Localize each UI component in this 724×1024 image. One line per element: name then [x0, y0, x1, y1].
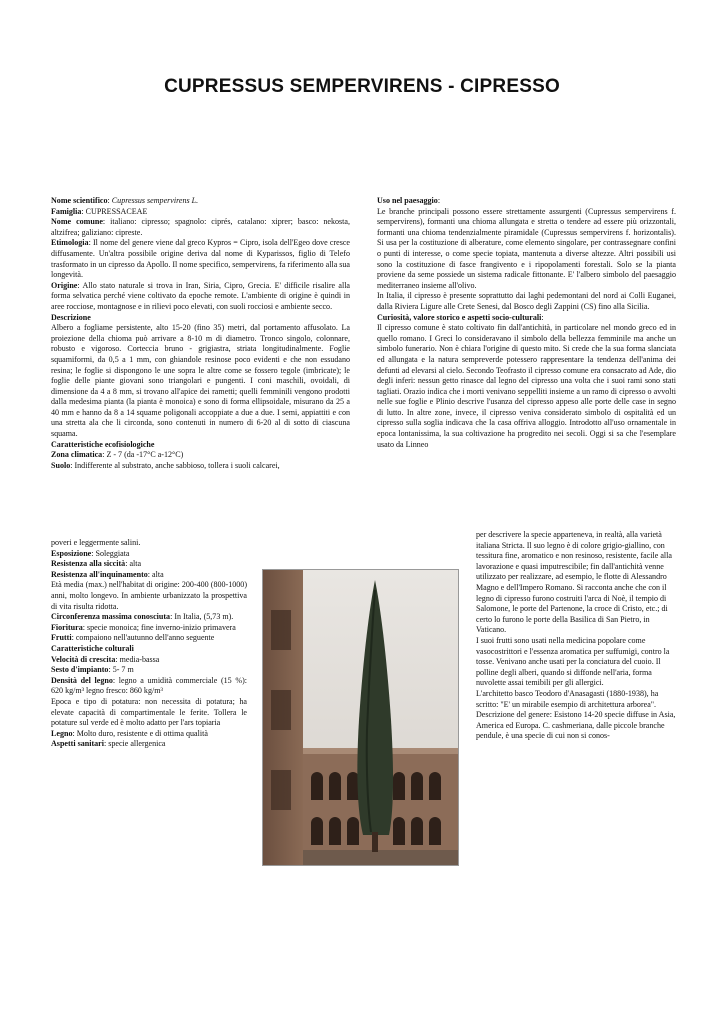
paragraph: [377, 313, 676, 324]
left-column-bottom: [51, 538, 247, 750]
field-text: media-bassa: [119, 654, 160, 664]
field-text: Età media (max.) nell'habitat di origine: 200-400 (800-1000) anni, molto longevo. In ambiente urbanizzato la prospettiva di vita risulta ridotta.: [51, 580, 247, 611]
field-separator: :: [91, 548, 96, 558]
paragraph: [51, 559, 247, 570]
field-separator: :: [70, 460, 75, 470]
field-text: Z - 7 (da -17°C a-12°C): [106, 450, 184, 460]
paragraph: [51, 623, 247, 634]
paragraph: [377, 207, 676, 292]
paragraph: [51, 207, 350, 218]
field-text: Cupressus sempervirens L.: [111, 196, 199, 205]
paragraph: [51, 217, 350, 238]
paragraph: [51, 655, 247, 666]
field-label: Circonferenza massima conosciuta: [51, 612, 171, 622]
field-label: Famiglia: [51, 206, 82, 216]
paragraph: [51, 538, 247, 549]
paragraph: [51, 323, 350, 440]
field-separator: :: [108, 665, 113, 675]
field-label: Suolo: [51, 460, 71, 470]
field-label: Nome comune: [51, 217, 103, 227]
paragraph: [51, 281, 350, 313]
field-text: Le branche principali possono essere strettamente assurgenti (Cupressus sempervirens f. sempervirens), formanti una chioma allungata e stretta o tendere ad essere più orizzontali, formanti una chioma tendenzialmente piramidale (Cupressus sempervirens f. horizontalis). Si usa per la costituzione di alberature, come elemento singolare, per contrassegnare confini o punti di interesse, o come specie topiata, mantenuta a diverse altezze. Altri possibili usi sono la costituzione di fasce frangivento e i ripopolamenti forestali. Solo se la pianta proviene da seme possiede un sistema radicale fittonante. E' l'albero simbolo del paesaggio mediterraneo insieme all'olivo.: [377, 206, 676, 290]
field-label: Curiosità, valore storico e aspetti socio-culturali: [377, 312, 542, 322]
field-separator: :: [71, 633, 76, 643]
field-label: Fioritura: [51, 622, 83, 632]
paragraph: [377, 196, 676, 207]
paragraph: [51, 729, 247, 740]
field-text: italiano: cipresso; spagnolo: ciprés, catalano: xiprer; basco: nekosta, altzifrea; galiziano: cipreste.: [51, 217, 350, 237]
field-label: Frutti: [51, 633, 72, 643]
paragraph: [51, 450, 350, 461]
field-text: 5- 7 m: [112, 665, 134, 675]
right-column-bottom: [476, 530, 676, 742]
field-text: Il nome del genere viene dal greco Kypros = Cipro, isola dell'Egeo dove cresce diffusamente. Un'altra possibile origine deriva dal nome di Kyparissos, figlio di Telefo trasformato in un cipresso da Apollo. Il nome specifico, sempervirens, fa riferimento alla sua longevità.: [51, 238, 351, 280]
field-label: Descrizione: [51, 312, 91, 322]
field-label: Resistenza alla siccità: [51, 559, 126, 569]
field-text: legno a umidità commerciale (15 %): 620 kg/m³ legno fresco: 860 kg/m³: [51, 675, 247, 696]
field-separator: :: [82, 622, 87, 632]
paragraph: [476, 530, 676, 636]
field-text: Albero a fogliame persistente, alto 15-20 (fino 35) metri, dal portamento affusolato. La proiezione della chioma può arrivare a 8-10 m di diametro. Tronco singolo, colonnare, robusto e vigoroso. Corteccia bruno - grigiastra, striata longitudinalmente. Foglie squamiformi, da 0,5 a 1 mm, con ghiandole resinose poco evidenti e che non essudano resina; le foglie si dispongono le une sopra le altre come se fossero tegole (imbricate); le foglie delle piante giovani sono triangolari e pungenti. I coni maschili, ovoidali, di dimensione da 4 a 8 mm, si trovano all'apice dei rametti; quelli femminili vengono prodotti dalla medesima pianta (la pianta è monoica) e sono di forma ellipsoidale, misurano da 25 a 40 mm e hanno da 8 a 14 squame poligonali accoppiate a due a due. I semi, appiattiti e con una stretta ala che li circonda, sono contenuti in numero di 6-20 al di sotto di ciascuna squama.: [51, 323, 350, 439]
field-text: specie monoica; fine inverno-inizio primavera: [86, 622, 236, 632]
field-label: Velocità di crescita: [51, 654, 116, 664]
field-text: Molto duro, resistente e di ottima qualità: [76, 728, 208, 738]
field-separator: :: [112, 675, 119, 685]
paragraph: [377, 323, 676, 450]
paragraph: [51, 570, 247, 581]
cloister-cypress-image: [263, 570, 458, 865]
right-column-top: [377, 196, 676, 450]
field-text: specie allergenica: [108, 739, 166, 749]
paragraph: [51, 461, 350, 472]
paragraph: [51, 739, 247, 750]
field-label: Aspetti sanitari: [51, 739, 104, 749]
field-separator: :: [88, 238, 93, 248]
field-text: In Italia, (5,73 m).: [174, 612, 234, 622]
paragraph: [51, 313, 350, 324]
page-title: CUPRESSUS SEMPERVIRENS - CIPRESSO: [164, 76, 560, 97]
paragraph: [476, 636, 676, 689]
field-separator: :: [437, 196, 441, 205]
field-separator: :: [147, 569, 153, 579]
field-separator: :: [77, 280, 83, 290]
field-separator: :: [541, 312, 544, 322]
left-column-top: [51, 196, 350, 471]
field-label: Nome scientifico: [51, 196, 108, 205]
paragraph: [51, 580, 247, 612]
field-label: Zona climatica: [51, 450, 103, 460]
paragraph: [51, 549, 247, 560]
field-label: Caratteristiche colturali: [51, 643, 134, 653]
field-separator: :: [102, 450, 107, 460]
field-label: Etimologia: [51, 238, 89, 248]
field-text: In Italia, il cipresso è presente soprattutto dai laghi pedemontani del nord ai Colli Euganei, dalla Riviera Ligure alle Crete Senesi, dal Bosco degli Zappini (CS) fino alla Sicilia.: [377, 291, 676, 311]
field-separator: :: [107, 196, 112, 205]
paragraph: [51, 440, 350, 451]
paragraph: [51, 676, 247, 697]
field-separator: :: [72, 728, 77, 738]
field-text: Allo stato naturale si trova in Iran, Siria, Cipro, Grecia. E' difficile risalire alla forma selvatica perché viene coltivato da epoche remote. L'ambiente di origine è quindi in aree rocciose, montagnose e in rilievi poco elevati, con suoli rocciosi e ambiente secco.: [51, 280, 351, 311]
field-text: Epoca e tipo di potatura: non necessita di potatura; ha elevate capacità di compartimentale le ferite. Tollera le potature sul verde ed è molto adatto per l'ars topiaria: [51, 696, 247, 728]
field-separator: :: [81, 206, 86, 216]
paragraph: [51, 665, 247, 676]
paragraph: [51, 644, 247, 655]
field-text: alta: [152, 569, 164, 579]
field-separator: :: [103, 739, 109, 749]
field-text: per descrivere la specie apparteneva, in realtà, alla varietà italiana Stricta. Il suo legno è di colore grigio-giallino, con tessitura fine, aromatico e non resinoso, resistente, facile alla lavorazione e quasi imputrescibile; fin dall'antichità venne utilizzato per realizzare, ad esempio, le flotte di Alessandro Magno e dell'Impero Romano. Si racconta anche che con il legno di cipresso furono costruiti l'arca di Noè, il tempio di Salomone, le porte del Partenone, la croce di Cristo, etc.; di certo lo furono le porte della Basilica di San Pietro, in Vaticano.: [476, 530, 672, 635]
field-text: I suoi frutti sono usati nella medicina popolare come vasocostrittori e l'essenza aromatica per suffumigi, contro la tosse. Venivano anche usati per la conciatura del cuoio. Il polline degli alberi, quando si diffonde nell'aria, forma nuvolette assai temibili per gli allergici.: [476, 635, 670, 688]
cypress-photo: [262, 569, 459, 866]
paragraph: [476, 689, 676, 742]
field-text: alta: [129, 559, 142, 569]
paragraph: [51, 697, 247, 729]
paragraph: [51, 633, 247, 644]
field-label: Esposizione: [51, 548, 92, 558]
field-text: Soleggiata: [95, 548, 130, 558]
field-label: Resistenza all'inquinamento: [51, 569, 148, 579]
field-label: Caratteristiche ecofisiologiche: [51, 439, 155, 449]
field-separator: :: [115, 654, 120, 664]
field-label: Densità del legno: [51, 675, 113, 685]
paragraph: [51, 612, 247, 623]
paragraph: [51, 238, 350, 280]
field-text: compaiono nell'autunno dell'anno seguente: [75, 633, 215, 643]
field-text: Indifferente al substrato, anche sabbioso, tollera i suoli calcarei,: [74, 460, 280, 470]
field-text: L'architetto basco Teodoro d'Anasagasti (1880-1938), ha scritto: "E' un mirabile esempio di architettura arborea". Descrizione del genere: Esistono 14-20 specie diffuse in Asia, America ed Europa. C. cashmeriana, dalle piccole branche pendule, è una specie di cui non si conos-: [476, 688, 676, 741]
field-separator: :: [125, 559, 130, 569]
field-label: Uso nel paesaggio: [377, 196, 438, 205]
field-separator: :: [170, 612, 175, 622]
field-text: Il cipresso comune è stato coltivato fin dall'antichità, in particolare nel mondo greco ed in quello romano. I Greci lo consideravano il simbolo della bellezza femminile ma anche un simbolo funerario. Non è chiara l'origine di questo mito. Si crede che la sua forma slanciata ed allungata e la natura sempreverde potessero rappresentare la tendenza dell'anima dei defunti ad elevarsi al cielo. Secondo Teofrasto il cipresso comune era consacrato ad Ade, dio degli inferi: nessun getto rinasce dal legno del cipresso una volta che i suoi rami sono stati tagliati. Orazio indica che i morti venivano seppelliti insieme a un ramo di cipresso o avvolti nelle sue foglie e Plinio descrive l'usanza del cipresso appeso alle porte delle case in segno di lutto. In altre zone, invece, il cipresso veniva considerato simbolo di ospitalità ed un cipresso sulla soglia indicava che la casa offriva alloggio. Introdotto all'uso ornamentale in epoca lontanissima, la sua coltivazione ha progredito nei secoli. Oggi si sa che l'esemplare usato da Linneo: [377, 323, 676, 449]
paragraph: [51, 196, 350, 207]
field-label: Origine: [51, 280, 78, 290]
paragraph: [377, 291, 676, 312]
field-label: Legno: [51, 728, 73, 738]
field-separator: :: [102, 217, 111, 227]
field-label: Sesto d'impianto: [51, 665, 109, 675]
field-text: CUPRESSACEAE: [85, 206, 148, 216]
field-text: poveri e leggermente salini.: [51, 538, 141, 547]
